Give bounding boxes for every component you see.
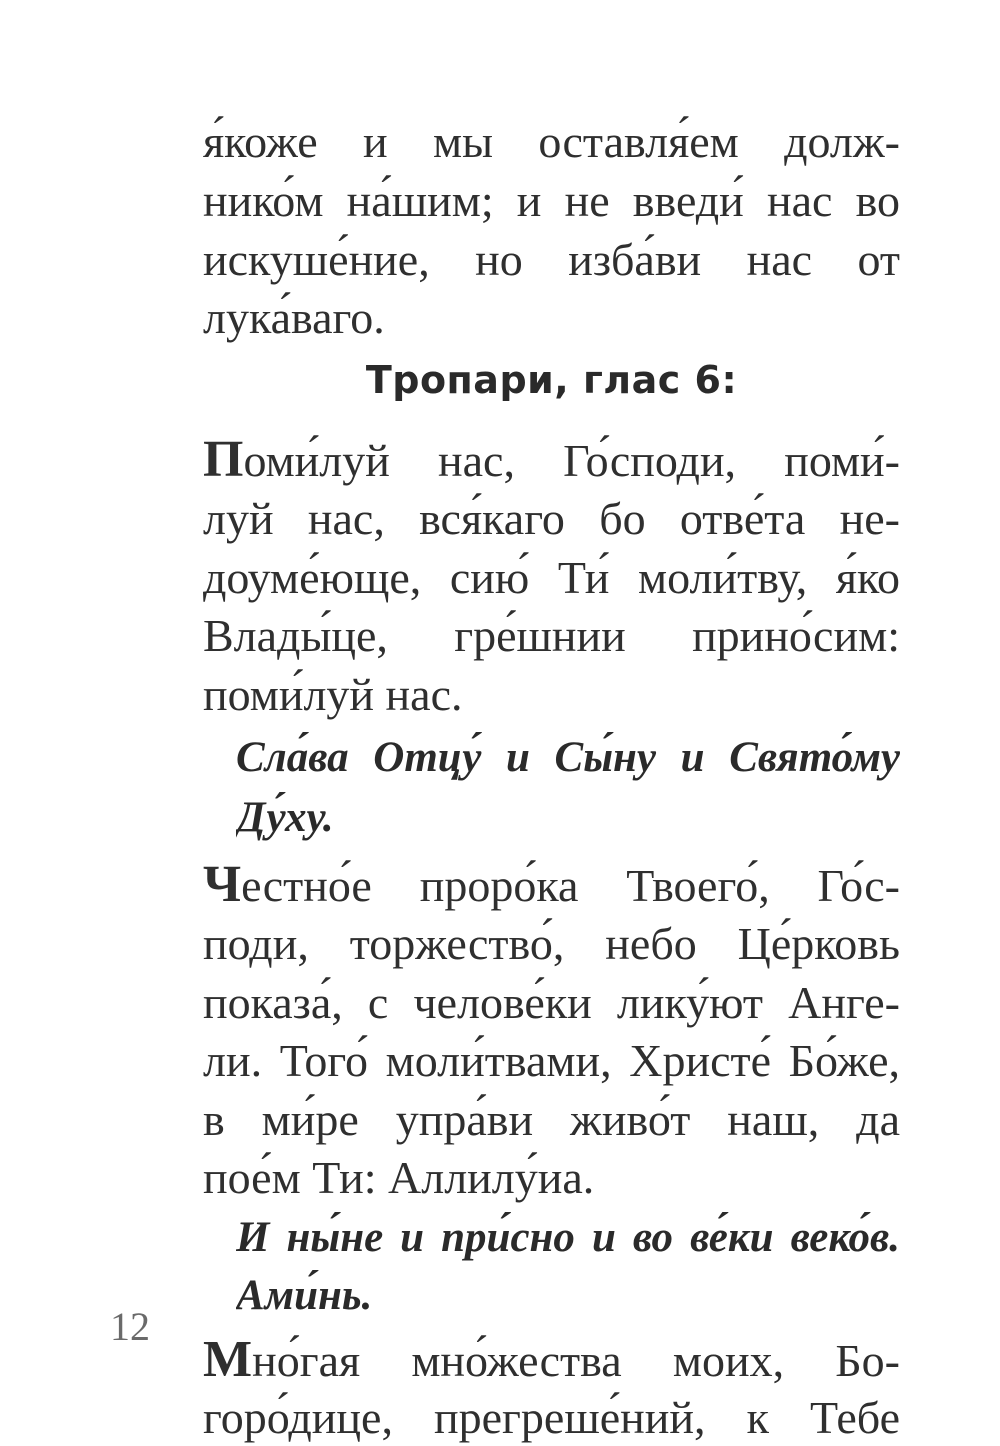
text-line: нико́м на́шим; и не введи́ нас во [203,175,900,226]
page-number: 12 [110,1304,150,1349]
text-line: Влады́це, гре́шнии прино́сим: [203,610,900,661]
troparion-1-first-line [203,432,900,489]
text-line: я́коже и мы оставля́ем долж- [203,116,900,167]
drop-initial: П [203,432,244,488]
text-line: в ми́ре упра́ви живо́т наш, да [203,1094,900,1145]
rubric-line: И ны́не и при́сно и во ве́ки веко́в. [236,1214,900,1261]
section-heading: Тропари, глас 6: [365,358,738,402]
text-line: луй нас, вся́каго бо отве́та не- [203,493,900,544]
drop-initial: М [203,1332,253,1388]
text-fragment: но́гая мно́жества моих, Бо- [252,1335,900,1386]
text-line: пое́м Ти: Аллилу́иа. [203,1152,595,1203]
rubric-line: Ду́ху. [236,794,334,841]
drop-initial: Ч [203,857,242,913]
text-line: поми́луй нас. [203,669,463,720]
text-line: горо́дице, прегреше́ний, к Тебе [203,1392,900,1443]
text-fragment: оми́луй нас, Го́споди, поми́- [243,435,900,486]
text-fragment: естно́е проро́ка Твоего́, Го́с- [241,860,900,911]
text-line: искуше́ние, но изба́ви нас от [203,234,900,285]
text-line: поди, торжество́, небо Це́рковь [203,918,900,969]
text-line: ли. Того́ моли́твами, Христе́ Бо́же, [203,1035,900,1086]
rubric-line: Ами́нь. [236,1272,373,1319]
troparion-2-first-line [203,857,900,914]
text-line: показа́, с челове́ки лику́ют Анге- [203,977,900,1028]
theotokion-first-line [203,1332,900,1389]
text-line: доуме́юще, сию́ Ти́ моли́тву, я́ко [203,552,900,603]
text-line: лука́ваго. [203,292,385,343]
rubric-line: Сла́ва Отцу́ и Сы́ну и Свято́му [236,734,900,781]
